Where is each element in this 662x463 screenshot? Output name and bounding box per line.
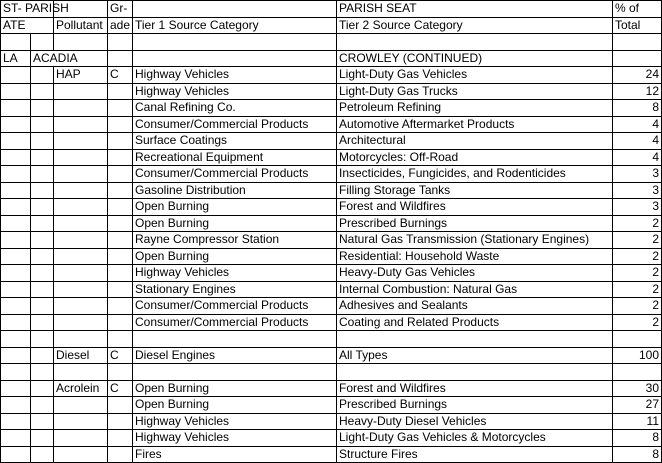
grade-cell xyxy=(108,331,133,348)
parish-cell xyxy=(31,149,54,166)
grade-cell xyxy=(108,413,133,430)
state-cell xyxy=(1,298,31,315)
tier2-source-cell: Adhesives and Sealants xyxy=(337,298,613,315)
table-row xyxy=(1,50,662,67)
tier1-source-cell: Consumer/Commercial Products xyxy=(133,116,337,133)
pollutant-cell: Acrolein xyxy=(54,380,108,397)
grade-cell: C xyxy=(108,347,133,364)
tier2-source-cell: Forest and Wildfires xyxy=(337,380,613,397)
parish-cell xyxy=(31,446,54,463)
pct-total-cell: 27 xyxy=(613,397,662,414)
state-cell xyxy=(1,149,31,166)
parish-cell xyxy=(31,232,54,249)
parish-cell: ACADIA xyxy=(31,50,108,67)
grade-cell xyxy=(108,281,133,298)
pollutant-cell xyxy=(54,100,108,117)
header-grade-cell: ade xyxy=(108,17,133,34)
grade-cell xyxy=(108,34,133,51)
pollutant-cell xyxy=(54,34,108,51)
state-cell xyxy=(1,199,31,216)
parish-cell xyxy=(31,298,54,315)
state-cell xyxy=(1,34,31,51)
tier1-source-cell: Highway Vehicles xyxy=(133,413,337,430)
tier2-source-cell: Insecticides, Fungicides, and Rodenticides xyxy=(337,166,613,183)
emissions-table-body xyxy=(1,1,662,463)
tier2-source-cell: Architectural xyxy=(337,133,613,150)
state-cell xyxy=(1,413,31,430)
pollutant-cell: HAP xyxy=(54,67,108,84)
parish-cell xyxy=(31,199,54,216)
tier2-source-cell: Natural Gas Transmission (Stationary Engines) xyxy=(337,232,613,249)
pct-total-cell: 2 xyxy=(613,215,662,232)
pct-total-cell: 3 xyxy=(613,182,662,199)
pct-total-cell: 100 xyxy=(613,347,662,364)
grade-cell xyxy=(108,182,133,199)
tier1-source-cell: Consumer/Commercial Products xyxy=(133,298,337,315)
pollutant-cell xyxy=(54,298,108,315)
table-row xyxy=(1,83,662,100)
pollutant-cell xyxy=(54,430,108,447)
table-row xyxy=(1,380,662,397)
parish-cell xyxy=(31,166,54,183)
table-row xyxy=(1,215,662,232)
grade-cell xyxy=(108,100,133,117)
header-row xyxy=(1,1,662,18)
tier1-source-cell xyxy=(133,50,337,67)
state-cell xyxy=(1,446,31,463)
table-row xyxy=(1,364,662,381)
state-cell xyxy=(1,364,31,381)
table-row xyxy=(1,347,662,364)
tier1-source-cell xyxy=(133,364,337,381)
state-cell xyxy=(1,380,31,397)
pollutant-cell xyxy=(54,265,108,282)
parish-cell xyxy=(31,347,54,364)
parish-cell xyxy=(31,331,54,348)
pollutant-cell xyxy=(54,182,108,199)
tier2-source-cell xyxy=(337,34,613,51)
pct-total-cell: 4 xyxy=(613,149,662,166)
table-row xyxy=(1,34,662,51)
table-row xyxy=(1,298,662,315)
grade-cell xyxy=(108,314,133,331)
state-cell xyxy=(1,265,31,282)
tier2-source-cell: Light-Duty Gas Trucks xyxy=(337,83,613,100)
grade-cell xyxy=(108,430,133,447)
state-cell xyxy=(1,215,31,232)
grade-cell xyxy=(108,265,133,282)
pollutant-cell: Diesel xyxy=(54,347,108,364)
tier2-source-cell xyxy=(337,331,613,348)
pollutant-cell xyxy=(54,215,108,232)
grade-cell xyxy=(108,446,133,463)
tier2-source-cell: Internal Combustion: Natural Gas xyxy=(337,281,613,298)
table-row xyxy=(1,133,662,150)
header-tier2-cell: Tier 2 Source Category xyxy=(337,17,613,34)
tier2-source-cell: Heavy-Duty Gas Vehicles xyxy=(337,265,613,282)
parish-cell xyxy=(31,100,54,117)
tier1-source-cell: Surface Coatings xyxy=(133,133,337,150)
pct-total-cell: 8 xyxy=(613,100,662,117)
pct-total-cell: 24 xyxy=(613,67,662,84)
table-row xyxy=(1,446,662,463)
parish-cell xyxy=(31,314,54,331)
header-state-parish-cell xyxy=(1,1,69,18)
pct-total-cell: 2 xyxy=(613,265,662,282)
tier1-source-cell: Open Burning xyxy=(133,248,337,265)
grade-cell xyxy=(108,397,133,414)
table-row xyxy=(1,149,662,166)
state-cell xyxy=(1,347,31,364)
header-pct-cell: Total xyxy=(613,17,662,34)
grade-cell: C xyxy=(108,67,133,84)
tier2-source-cell: Heavy-Duty Diesel Vehicles xyxy=(337,413,613,430)
tier1-source-cell: Highway Vehicles xyxy=(133,83,337,100)
tier1-source-cell: Highway Vehicles xyxy=(133,265,337,282)
table-row xyxy=(1,331,662,348)
table-row xyxy=(1,314,662,331)
pollutant-cell xyxy=(54,364,108,381)
pct-total-cell: 4 xyxy=(613,133,662,150)
header-tier1-cell xyxy=(133,1,337,18)
state-cell xyxy=(1,430,31,447)
pollutant-cell xyxy=(54,166,108,183)
grade-cell xyxy=(108,116,133,133)
pct-total-cell: 2 xyxy=(613,281,662,298)
grade-cell xyxy=(108,166,133,183)
parish-cell xyxy=(31,281,54,298)
table-row xyxy=(1,248,662,265)
pollutant-cell xyxy=(54,133,108,150)
tier2-source-cell: Residential: Household Waste xyxy=(337,248,613,265)
pct-total-cell: 2 xyxy=(613,248,662,265)
parish-cell xyxy=(31,67,54,84)
tier2-source-cell: Coating and Related Products xyxy=(337,314,613,331)
pollutant-cell xyxy=(54,314,108,331)
parish-cell xyxy=(31,248,54,265)
tier2-source-cell: Petroleum Refining xyxy=(337,100,613,117)
pollutant-cell xyxy=(54,149,108,166)
table-row xyxy=(1,413,662,430)
grade-cell xyxy=(108,364,133,381)
tier2-source-cell: CROWLEY (CONTINUED) xyxy=(337,50,613,67)
tier2-source-cell: Motorcycles: Off-Road xyxy=(337,149,613,166)
pct-total-cell: 11 xyxy=(613,413,662,430)
grade-cell xyxy=(108,232,133,249)
grade-cell xyxy=(108,248,133,265)
pollutant-cell xyxy=(54,232,108,249)
state-cell xyxy=(1,331,31,348)
table-row xyxy=(1,182,662,199)
tier1-source-cell: Rayne Compressor Station xyxy=(133,232,337,249)
state-cell xyxy=(1,281,31,298)
table-row xyxy=(1,116,662,133)
tier2-source-cell: Light-Duty Gas Vehicles xyxy=(337,67,613,84)
header-row xyxy=(1,17,662,34)
table-row xyxy=(1,199,662,216)
grade-cell xyxy=(108,50,133,67)
pct-total-cell: 4 xyxy=(613,116,662,133)
grade-cell xyxy=(108,133,133,150)
tier1-source-cell: Consumer/Commercial Products xyxy=(133,166,337,183)
state-cell xyxy=(1,232,31,249)
tier1-source-cell: Gasoline Distribution xyxy=(133,182,337,199)
parish-cell xyxy=(31,34,54,51)
table-row xyxy=(1,100,662,117)
table-row xyxy=(1,67,662,84)
pct-total-cell xyxy=(613,50,662,67)
tier2-source-cell: Light-Duty Gas Vehicles & Motorcycles xyxy=(337,430,613,447)
table-row xyxy=(1,281,662,298)
state-cell xyxy=(1,166,31,183)
tier1-source-cell xyxy=(133,331,337,348)
parish-cell xyxy=(31,380,54,397)
pollutant-cell xyxy=(54,199,108,216)
table-row xyxy=(1,397,662,414)
pct-total-cell: 12 xyxy=(613,83,662,100)
state-cell xyxy=(1,116,31,133)
header-state-label: ST- xyxy=(3,1,22,16)
tier1-source-cell xyxy=(133,34,337,51)
pct-total-cell: 3 xyxy=(613,199,662,216)
parish-cell xyxy=(31,215,54,232)
tier2-source-cell: Structure Fires xyxy=(337,446,613,463)
pollutant-cell xyxy=(54,281,108,298)
header-pollutant-cell: Pollutant xyxy=(54,17,108,34)
state-cell xyxy=(1,182,31,199)
pollutant-cell xyxy=(54,397,108,414)
grade-cell xyxy=(108,298,133,315)
header-grade-cell: Gr- xyxy=(108,1,133,18)
grade-cell xyxy=(108,199,133,216)
tier1-source-cell: Recreational Equipment xyxy=(133,149,337,166)
table-row xyxy=(1,232,662,249)
tier1-source-cell: Diesel Engines xyxy=(133,347,337,364)
parish-cell xyxy=(31,397,54,414)
state-cell xyxy=(1,397,31,414)
tier1-source-cell: Stationary Engines xyxy=(133,281,337,298)
tier2-source-cell: Filling Storage Tanks xyxy=(337,182,613,199)
table-row xyxy=(1,430,662,447)
table-row xyxy=(1,166,662,183)
parish-cell xyxy=(31,133,54,150)
tier1-source-cell: Open Burning xyxy=(133,199,337,216)
state-cell xyxy=(1,83,31,100)
state-cell xyxy=(1,100,31,117)
pct-total-cell: 3 xyxy=(613,166,662,183)
tier2-source-cell: Automotive Aftermarket Products xyxy=(337,116,613,133)
state-cell xyxy=(1,248,31,265)
state-cell: LA xyxy=(1,50,31,67)
pct-total-cell: 2 xyxy=(613,314,662,331)
table-row xyxy=(1,265,662,282)
pct-total-cell: 8 xyxy=(613,446,662,463)
tier1-source-cell: Highway Vehicles xyxy=(133,67,337,84)
pct-total-cell: 30 xyxy=(613,380,662,397)
pct-total-cell xyxy=(613,364,662,381)
pollutant-cell xyxy=(54,83,108,100)
tier1-source-cell: Highway Vehicles xyxy=(133,430,337,447)
parish-cell xyxy=(31,265,54,282)
parish-cell xyxy=(31,413,54,430)
grade-cell xyxy=(108,215,133,232)
pollutant-cell xyxy=(54,116,108,133)
tier1-source-cell: Open Burning xyxy=(133,215,337,232)
pollutant-cell xyxy=(54,413,108,430)
parish-cell xyxy=(31,116,54,133)
pct-total-cell xyxy=(613,34,662,51)
pollutant-cell xyxy=(54,446,108,463)
grade-cell: C xyxy=(108,380,133,397)
pct-total-cell: 2 xyxy=(613,298,662,315)
header-parish-seat-cell: PARISH SEAT xyxy=(337,1,613,18)
grade-cell xyxy=(108,149,133,166)
parish-cell xyxy=(31,430,54,447)
tier2-source-cell: Prescribed Burnings xyxy=(337,397,613,414)
header-state-parish-cell: ATE xyxy=(1,17,54,34)
grade-cell xyxy=(108,83,133,100)
tier2-source-cell: Forest and Wildfires xyxy=(337,199,613,216)
header-parish-label: PARISH xyxy=(25,1,69,16)
parish-cell xyxy=(31,83,54,100)
state-cell xyxy=(1,67,31,84)
state-cell xyxy=(1,133,31,150)
tier1-source-cell: Consumer/Commercial Products xyxy=(133,314,337,331)
parish-cell xyxy=(31,182,54,199)
pollutant-cell xyxy=(54,331,108,348)
tier1-source-cell: Canal Refining Co. xyxy=(133,100,337,117)
pct-total-cell: 2 xyxy=(613,232,662,249)
pct-total-cell: 8 xyxy=(613,430,662,447)
tier2-source-cell xyxy=(337,364,613,381)
tier1-source-cell: Open Burning xyxy=(133,397,337,414)
pollutant-cell xyxy=(54,248,108,265)
parish-cell xyxy=(31,364,54,381)
tier1-source-cell: Open Burning xyxy=(133,380,337,397)
tier2-source-cell: Prescribed Burnings xyxy=(337,215,613,232)
tier1-source-cell: Fires xyxy=(133,446,337,463)
state-cell xyxy=(1,314,31,331)
tier2-source-cell: All Types xyxy=(337,347,613,364)
header-tier1-cell: Tier 1 Source Category xyxy=(133,17,337,34)
pct-total-cell xyxy=(613,331,662,348)
header-pct-cell: % of xyxy=(613,1,662,18)
